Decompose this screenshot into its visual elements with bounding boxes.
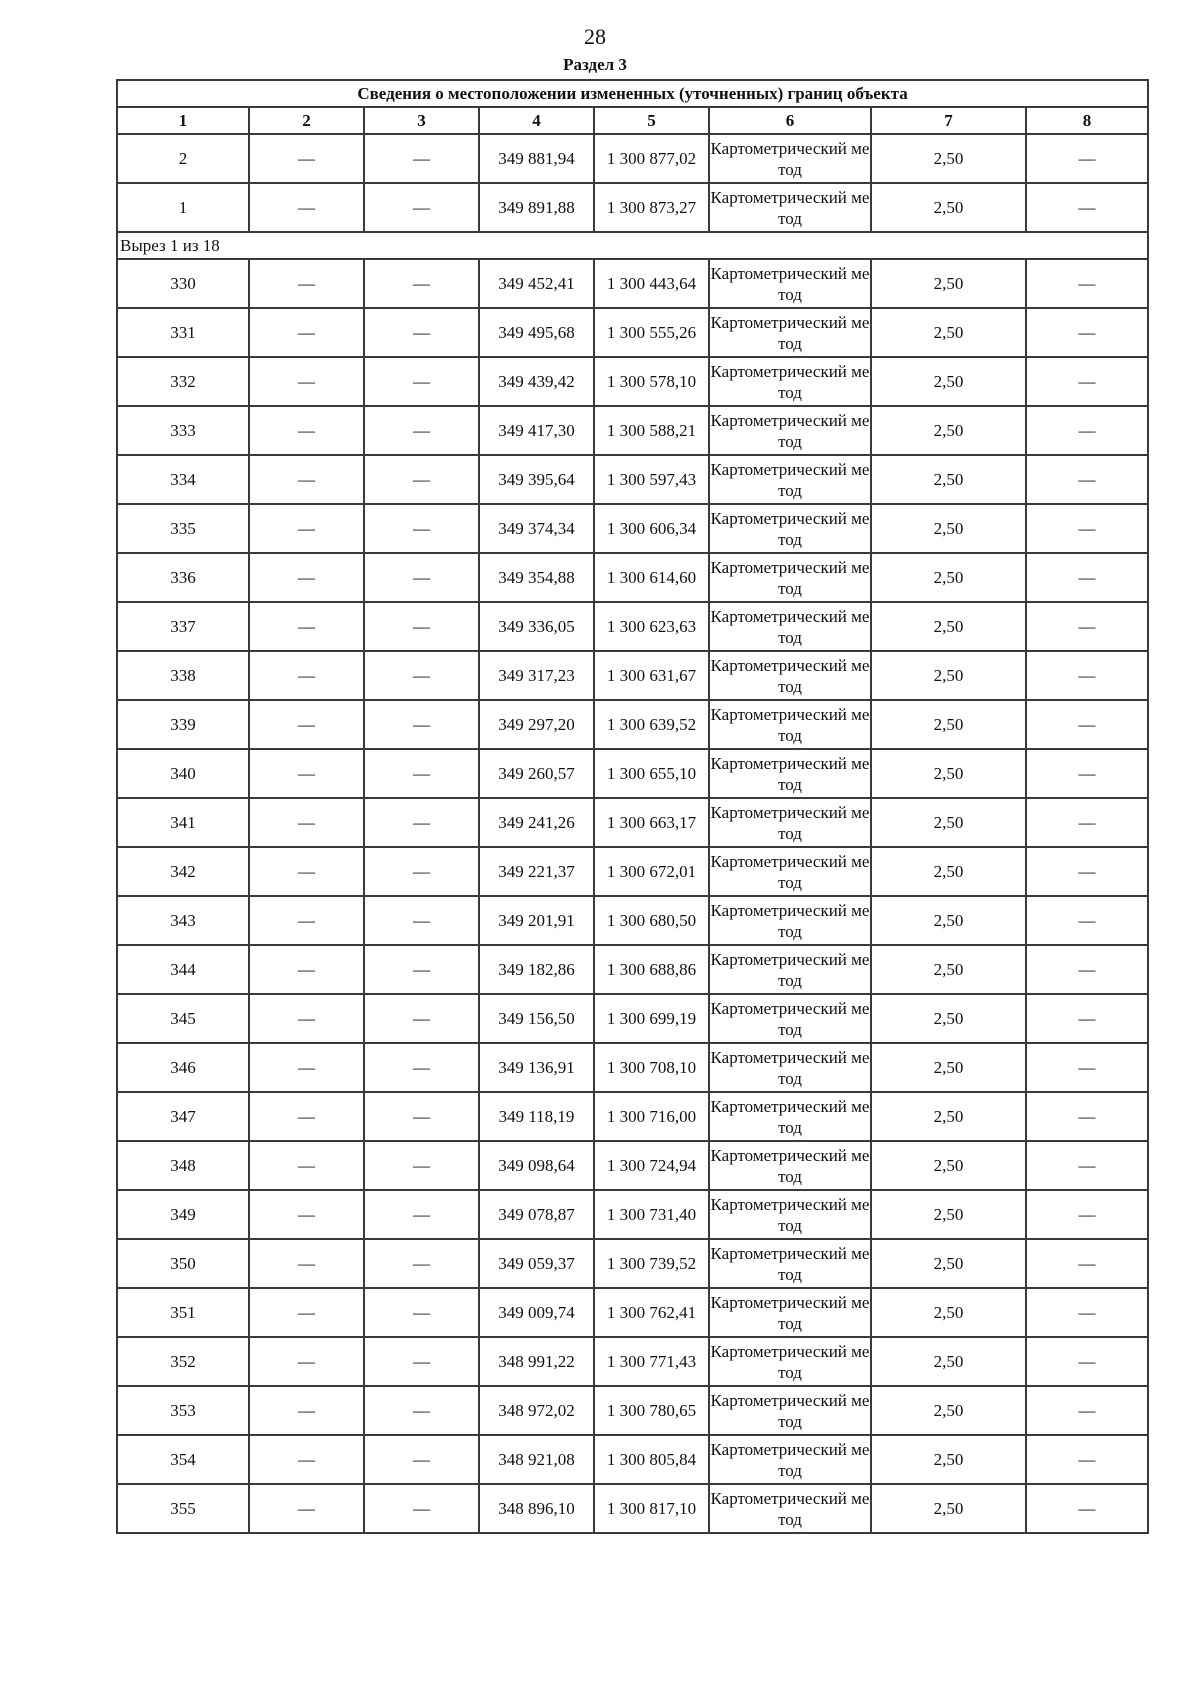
cell-col-3: — [364,994,479,1043]
cell-accuracy: 2,50 [871,602,1026,651]
cell-coord-x: 349 495,68 [479,308,594,357]
cell-method: Картометрический метод [709,1043,871,1092]
cell-accuracy: 2,50 [871,749,1026,798]
cell-col-3: — [364,1141,479,1190]
cell-col-8: — [1026,1288,1148,1337]
cell-accuracy: 2,50 [871,945,1026,994]
cell-method: Картометрический метод [709,700,871,749]
cell-point-number: 351 [117,1288,249,1337]
cell-col-8: — [1026,134,1148,183]
cell-method: Картометрический метод [709,847,871,896]
cell-col-2: — [249,357,364,406]
cell-method: Картометрический метод [709,994,871,1043]
cell-accuracy: 2,50 [871,406,1026,455]
cell-col-2: — [249,749,364,798]
cell-accuracy: 2,50 [871,700,1026,749]
table-row [117,504,1148,553]
cell-coord-y: 1 300 606,34 [594,504,709,553]
cell-col-8: — [1026,455,1148,504]
cell-method: Картометрический метод [709,357,871,406]
cell-accuracy: 2,50 [871,847,1026,896]
section-title: Раздел 3 [563,55,627,74]
table-row [117,847,1148,896]
cell-point-number: 2 [117,134,249,183]
cell-point-number: 1 [117,183,249,232]
cell-point-number: 354 [117,1435,249,1484]
cell-coord-x: 348 972,02 [479,1386,594,1435]
cell-accuracy: 2,50 [871,455,1026,504]
cell-col-3: — [364,945,479,994]
table-row [117,134,1148,183]
cell-col-8: — [1026,259,1148,308]
cell-col-8: — [1026,1092,1148,1141]
cell-point-number: 332 [117,357,249,406]
cell-col-2: — [249,1435,364,1484]
table-row [117,1239,1148,1288]
cell-coord-y: 1 300 639,52 [594,700,709,749]
cell-col-3: — [364,134,479,183]
table-row [117,406,1148,455]
table-row [117,1141,1148,1190]
cell-accuracy: 2,50 [871,1484,1026,1533]
cell-col-2: — [249,798,364,847]
cell-accuracy: 2,50 [871,798,1026,847]
cell-point-number: 336 [117,553,249,602]
cell-col-8: — [1026,798,1148,847]
column-header-2: 2 [249,107,364,134]
cell-coord-x: 348 921,08 [479,1435,594,1484]
cell-point-number: 334 [117,455,249,504]
table-row [117,1337,1148,1386]
cell-accuracy: 2,50 [871,994,1026,1043]
cell-col-3: — [364,651,479,700]
cell-col-8: — [1026,308,1148,357]
cell-col-8: — [1026,1435,1148,1484]
cell-col-8: — [1026,553,1148,602]
cell-col-8: — [1026,651,1148,700]
cell-accuracy: 2,50 [871,1337,1026,1386]
table-row [117,1435,1148,1484]
table-row [117,602,1148,651]
cell-coord-y: 1 300 672,01 [594,847,709,896]
cell-method: Картометрический метод [709,1141,871,1190]
cell-col-3: — [364,553,479,602]
cell-method: Картометрический метод [709,896,871,945]
cell-col-2: — [249,945,364,994]
cell-coord-y: 1 300 762,41 [594,1288,709,1337]
cell-col-8: — [1026,700,1148,749]
cell-col-3: — [364,504,479,553]
cell-col-3: — [364,406,479,455]
cell-method: Картометрический метод [709,183,871,232]
cell-point-number: 340 [117,749,249,798]
cell-col-3: — [364,896,479,945]
cell-col-8: — [1026,1239,1148,1288]
cell-coord-y: 1 300 623,63 [594,602,709,651]
cell-col-8: — [1026,1141,1148,1190]
cell-col-3: — [364,1239,479,1288]
table-row [117,455,1148,504]
cell-col-8: — [1026,406,1148,455]
cell-col-2: — [249,1190,364,1239]
cell-coord-x: 349 241,26 [479,798,594,847]
cell-col-8: — [1026,1484,1148,1533]
table-row [117,259,1148,308]
cell-accuracy: 2,50 [871,896,1026,945]
cell-col-2: — [249,1239,364,1288]
cell-col-2: — [249,259,364,308]
cell-method: Картометрический метод [709,1190,871,1239]
cell-method: Картометрический метод [709,308,871,357]
cell-coord-x: 349 439,42 [479,357,594,406]
cell-accuracy: 2,50 [871,1435,1026,1484]
cell-point-number: 331 [117,308,249,357]
cell-method: Картометрический метод [709,749,871,798]
cell-coord-y: 1 300 716,00 [594,1092,709,1141]
table-row [117,1043,1148,1092]
cell-coord-x: 349 078,87 [479,1190,594,1239]
cell-method: Картометрический метод [709,798,871,847]
cell-coord-y: 1 300 588,21 [594,406,709,455]
cell-accuracy: 2,50 [871,357,1026,406]
cell-accuracy: 2,50 [871,504,1026,553]
cell-col-8: — [1026,749,1148,798]
cell-method: Картометрический метод [709,553,871,602]
cell-point-number: 345 [117,994,249,1043]
cell-col-2: — [249,1092,364,1141]
column-header-4: 4 [479,107,594,134]
column-header-1: 1 [117,107,249,134]
cell-coord-y: 1 300 443,64 [594,259,709,308]
cell-accuracy: 2,50 [871,1288,1026,1337]
column-header-6: 6 [709,107,871,134]
cell-col-3: — [364,183,479,232]
cell-col-8: — [1026,1043,1148,1092]
column-header-7: 7 [871,107,1026,134]
cell-coord-y: 1 300 555,26 [594,308,709,357]
table-row [117,798,1148,847]
cell-col-3: — [364,455,479,504]
cell-col-8: — [1026,945,1148,994]
cell-col-3: — [364,308,479,357]
table-row [117,308,1148,357]
cell-col-2: — [249,896,364,945]
cell-coord-y: 1 300 739,52 [594,1239,709,1288]
cell-coord-y: 1 300 724,94 [594,1141,709,1190]
cell-coord-y: 1 300 780,65 [594,1386,709,1435]
cell-accuracy: 2,50 [871,183,1026,232]
table-row [117,183,1148,232]
cell-coord-x: 349 374,34 [479,504,594,553]
cell-accuracy: 2,50 [871,1141,1026,1190]
cell-accuracy: 2,50 [871,308,1026,357]
cell-col-3: — [364,602,479,651]
cell-method: Картометрический метод [709,455,871,504]
column-header-5: 5 [594,107,709,134]
cell-col-8: — [1026,1337,1148,1386]
cell-col-3: — [364,357,479,406]
cell-point-number: 347 [117,1092,249,1141]
cell-method: Картометрический метод [709,1337,871,1386]
table-row [117,651,1148,700]
cell-point-number: 335 [117,504,249,553]
table-row [117,1092,1148,1141]
cell-accuracy: 2,50 [871,1190,1026,1239]
cell-col-2: — [249,455,364,504]
cell-point-number: 352 [117,1337,249,1386]
column-header-3: 3 [364,107,479,134]
cell-col-2: — [249,1386,364,1435]
cell-coord-x: 349 317,23 [479,651,594,700]
cell-point-number: 343 [117,896,249,945]
cell-point-number: 353 [117,1386,249,1435]
cell-coord-y: 1 300 597,43 [594,455,709,504]
cell-col-8: — [1026,602,1148,651]
cell-point-number: 342 [117,847,249,896]
cell-method: Картометрический метод [709,945,871,994]
cell-accuracy: 2,50 [871,1239,1026,1288]
cell-coord-x: 349 395,64 [479,455,594,504]
cell-accuracy: 2,50 [871,1092,1026,1141]
cell-point-number: 333 [117,406,249,455]
cell-point-number: 355 [117,1484,249,1533]
cell-col-8: — [1026,1190,1148,1239]
cell-col-3: — [364,700,479,749]
cell-coord-x: 349 201,91 [479,896,594,945]
cell-method: Картометрический метод [709,406,871,455]
cell-col-8: — [1026,183,1148,232]
cell-col-8: — [1026,1386,1148,1435]
cell-coord-x: 349 156,50 [479,994,594,1043]
cell-point-number: 349 [117,1190,249,1239]
table-row [117,896,1148,945]
cell-accuracy: 2,50 [871,134,1026,183]
cell-coord-y: 1 300 631,67 [594,651,709,700]
cell-coord-y: 1 300 873,27 [594,183,709,232]
cell-col-8: — [1026,994,1148,1043]
cell-point-number: 350 [117,1239,249,1288]
cell-col-2: — [249,183,364,232]
table-row [117,553,1148,602]
cell-accuracy: 2,50 [871,651,1026,700]
cell-method: Картометрический метод [709,1484,871,1533]
table-row [117,700,1148,749]
cell-coord-y: 1 300 688,86 [594,945,709,994]
cell-point-number: 330 [117,259,249,308]
cell-coord-y: 1 300 731,40 [594,1190,709,1239]
cell-col-2: — [249,553,364,602]
cell-col-3: — [364,1190,479,1239]
cell-coord-x: 348 896,10 [479,1484,594,1533]
cell-coord-x: 349 009,74 [479,1288,594,1337]
cell-col-3: — [364,1484,479,1533]
cell-coord-y: 1 300 680,50 [594,896,709,945]
cell-method: Картометрический метод [709,602,871,651]
cell-col-8: — [1026,357,1148,406]
cell-col-8: — [1026,896,1148,945]
cell-coord-y: 1 300 699,19 [594,994,709,1043]
cell-coord-x: 349 221,37 [479,847,594,896]
table-row [117,945,1148,994]
cell-coord-y: 1 300 614,60 [594,553,709,602]
cell-coord-x: 348 991,22 [479,1337,594,1386]
table-row [117,994,1148,1043]
cell-point-number: 344 [117,945,249,994]
cell-method: Картометрический метод [709,1092,871,1141]
cell-col-3: — [364,1043,479,1092]
cell-col-2: — [249,1337,364,1386]
cell-col-2: — [249,308,364,357]
cell-accuracy: 2,50 [871,553,1026,602]
cell-method: Картометрический метод [709,504,871,553]
cell-method: Картометрический метод [709,1288,871,1337]
cell-col-3: — [364,1435,479,1484]
cell-coord-x: 349 881,94 [479,134,594,183]
cell-accuracy: 2,50 [871,259,1026,308]
column-header-8: 8 [1026,107,1148,134]
cell-method: Картометрический метод [709,1386,871,1435]
table-row [117,749,1148,798]
cell-col-3: — [364,847,479,896]
cell-coord-x: 349 891,88 [479,183,594,232]
cell-point-number: 338 [117,651,249,700]
group-label: Вырез 1 из 18 [117,232,1148,259]
cell-col-2: — [249,847,364,896]
cell-coord-y: 1 300 663,17 [594,798,709,847]
cell-coord-x: 349 452,41 [479,259,594,308]
cell-coord-y: 1 300 655,10 [594,749,709,798]
cell-col-2: — [249,1484,364,1533]
cell-coord-x: 349 336,05 [479,602,594,651]
cell-point-number: 339 [117,700,249,749]
column-header-row [117,107,1148,134]
table-caption: Сведения о местоположении измененных (уточненных) границ объекта [117,80,1148,107]
cell-col-2: — [249,651,364,700]
cell-point-number: 346 [117,1043,249,1092]
cell-col-2: — [249,1043,364,1092]
cell-point-number: 337 [117,602,249,651]
table-row [117,1190,1148,1239]
cell-coord-y: 1 300 877,02 [594,134,709,183]
cell-coord-x: 349 118,19 [479,1092,594,1141]
cell-method: Картометрический метод [709,259,871,308]
cell-method: Картометрический метод [709,651,871,700]
cell-coord-y: 1 300 817,10 [594,1484,709,1533]
cell-coord-y: 1 300 708,10 [594,1043,709,1092]
cell-coord-x: 349 059,37 [479,1239,594,1288]
table-row [117,357,1148,406]
cell-coord-x: 349 136,91 [479,1043,594,1092]
cell-point-number: 348 [117,1141,249,1190]
cell-col-2: — [249,1288,364,1337]
cell-coord-x: 349 098,64 [479,1141,594,1190]
cell-col-3: — [364,798,479,847]
table-row [117,1386,1148,1435]
cell-col-3: — [364,749,479,798]
cell-coord-x: 349 297,20 [479,700,594,749]
cell-coord-x: 349 417,30 [479,406,594,455]
table-row [117,1288,1148,1337]
cell-col-2: — [249,134,364,183]
cell-col-3: — [364,1337,479,1386]
cell-col-2: — [249,602,364,651]
cell-coord-y: 1 300 805,84 [594,1435,709,1484]
cell-coord-x: 349 182,86 [479,945,594,994]
cell-method: Картометрический метод [709,134,871,183]
cell-col-2: — [249,406,364,455]
cell-col-3: — [364,1386,479,1435]
cell-accuracy: 2,50 [871,1386,1026,1435]
cell-col-2: — [249,1141,364,1190]
cell-coord-y: 1 300 578,10 [594,357,709,406]
table-body [117,134,1148,1533]
cell-col-2: — [249,994,364,1043]
cell-col-2: — [249,504,364,553]
cell-col-3: — [364,1092,479,1141]
table-row [117,1484,1148,1533]
page-number: 28 [584,24,606,49]
cell-col-3: — [364,1288,479,1337]
cell-coord-x: 349 260,57 [479,749,594,798]
cell-method: Картометрический метод [709,1239,871,1288]
cell-col-8: — [1026,847,1148,896]
cell-accuracy: 2,50 [871,1043,1026,1092]
cell-point-number: 341 [117,798,249,847]
cell-col-8: — [1026,504,1148,553]
cell-coord-y: 1 300 771,43 [594,1337,709,1386]
group-row [117,232,1148,259]
cell-col-2: — [249,700,364,749]
boundary-coordinates-table [116,79,1149,1534]
cell-method: Картометрический метод [709,1435,871,1484]
cell-col-3: — [364,259,479,308]
cell-coord-x: 349 354,88 [479,553,594,602]
